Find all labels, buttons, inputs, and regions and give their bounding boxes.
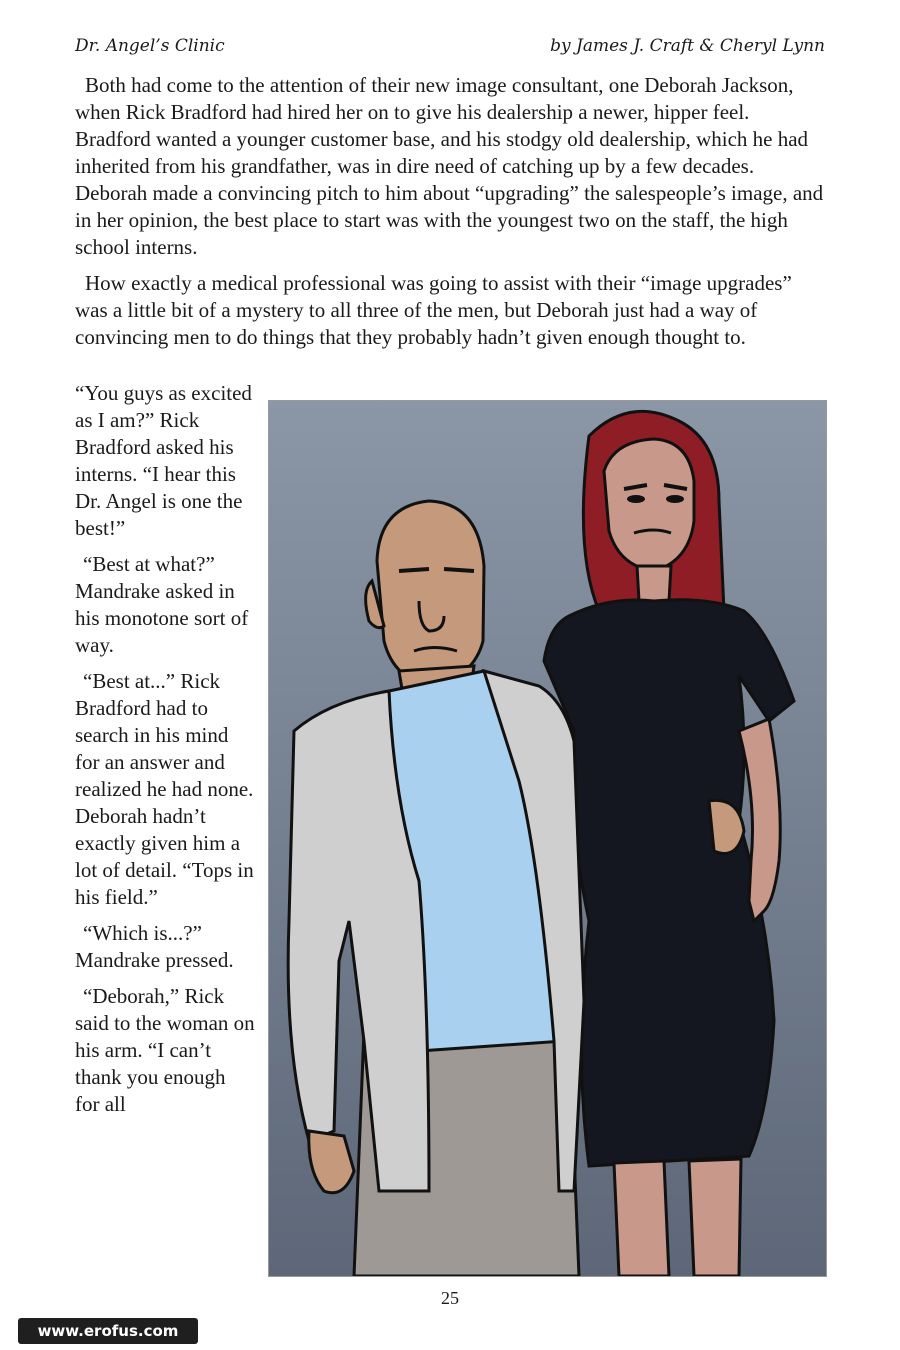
column-paragraph: “You guys as excited as I am?” Rick Bradford asked his interns. “I hear this Dr. Angel is one the best!”	[75, 381, 252, 540]
running-header-authors: by James J. Craft & Cheryl Lynn	[550, 36, 825, 56]
illustration	[268, 400, 827, 1277]
running-header-title: Dr. Angel’s Clinic	[75, 36, 225, 56]
column-paragraph: “Best at what?” Mandrake asked in his monotone sort of way.	[75, 552, 249, 657]
woman-leg-left	[614, 1161, 669, 1276]
page-number: 25	[441, 1288, 459, 1308]
column-paragraph: “Deborah,” Rick said to the woman on his arm. “I can’t thank you enough for all	[75, 984, 255, 1116]
paragraph-2: How exactly a medical professional was going to assist with their “image upgrades” was a little bit of a mystery to all three of the men, but Deborah just had a way of convincing men to do things that they probably hadn’t given enough thought to.	[75, 271, 792, 349]
man-head	[377, 501, 484, 686]
column-paragraph: “Best at...” Rick Bradford had to search in his mind for an answer and realized he had none. Deborah hadn’t exactly given him a lot of detail. “Tops in his field.”	[75, 669, 254, 909]
watermark: www.erofus.com	[18, 1318, 198, 1344]
woman-leg-right	[689, 1159, 741, 1276]
column-paragraph: “Which is...?” Mandrake pressed.	[75, 921, 234, 972]
paragraph-1: Both had come to the attention of their new image consultant, one Deborah Jackson, when Rick Bradford had hired her on to give his dealership a newer, hipper feel. Bradford wanted a younger customer base, and his stodgy old dealership, which he had inherited from his grandfather, was in dire need of catching up by a few decades. Deborah made a convincing pitch to him about “upgrading” the salespeople’s image, and in her opinion, the best place to start was with the youngest two on the staff, the high school interns.	[75, 73, 824, 259]
woman-face	[604, 439, 694, 571]
text-column	[75, 380, 255, 1127]
woman-neck	[637, 566, 671, 601]
